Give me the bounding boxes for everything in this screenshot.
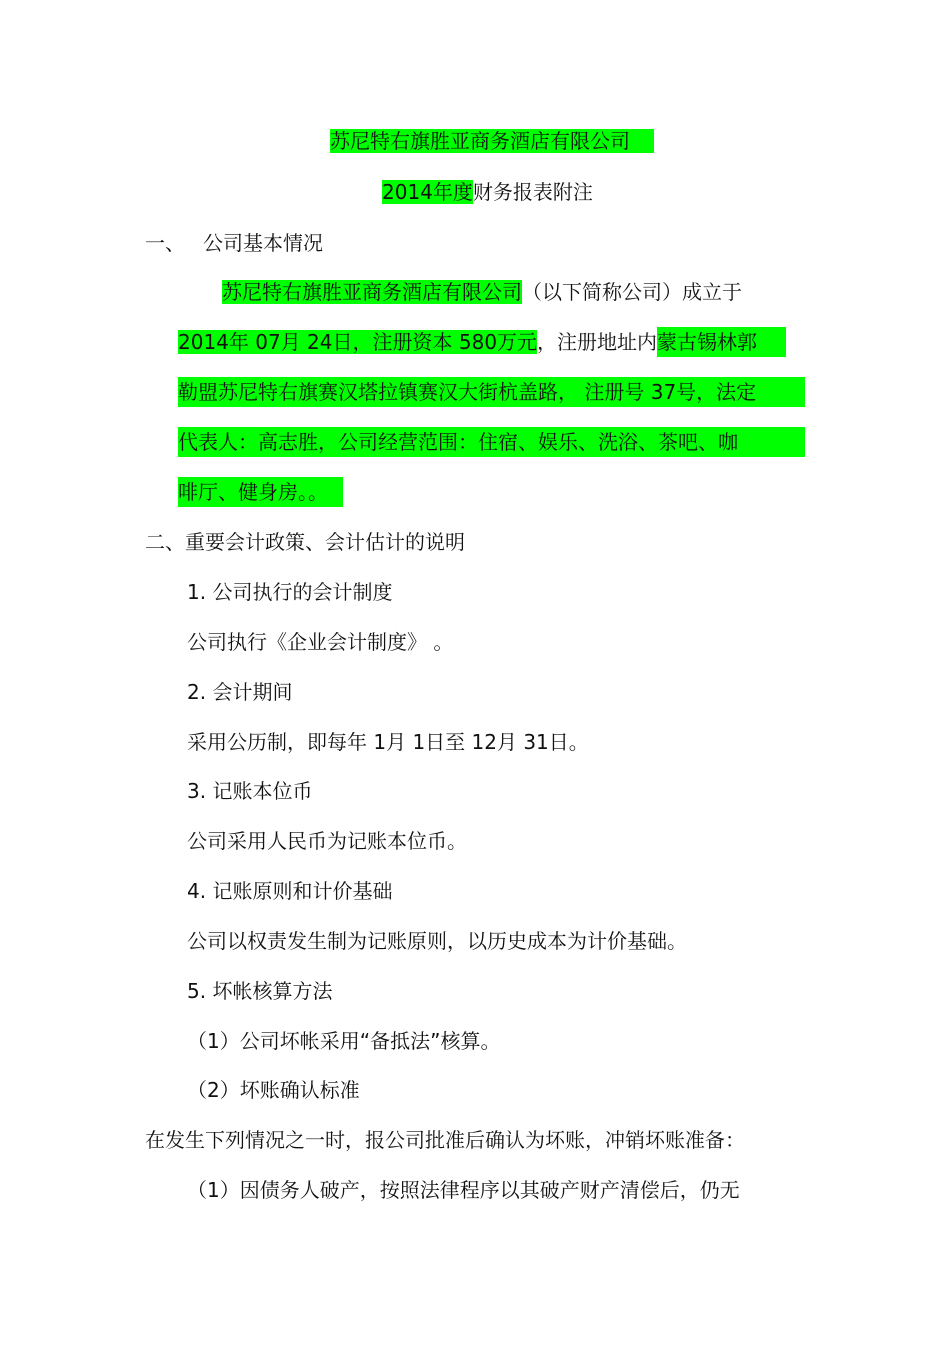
section1-paragraph-line3 [178,377,805,407]
subsection2-title [187,1075,360,1105]
section1-paragraph-line1 [222,277,742,307]
title-highlight: 苏尼特右旗胜亚商务酒店有限公司 [330,129,654,153]
item3-text [187,826,467,856]
section1-line1-rest: （以下简称公司）成立于 [522,280,742,304]
item3-body-text: 公司采用人民币为记账本位币。 [187,829,467,853]
item5-text [187,1026,500,1056]
section1-paragraph-line5 [178,477,343,507]
item5-body-text: （1）公司坏帐采用“备抵法”核算。 [187,1029,501,1053]
section1-line3-text: 勒盟苏尼特右旗赛汉塔拉镇赛汉大街杭盖路， 注册号 37号，法定 [178,380,757,404]
item1-text [187,627,453,657]
item4-title [187,876,392,906]
section1-heading-text: 公司基本情况 [203,231,323,255]
condition-body-text: 在发生下列情况之一时，报公司批准后确认为坏账，冲销坏账准备： [145,1128,745,1152]
item2-title [187,677,292,707]
item5-title [187,976,332,1006]
item2-title-text: 2. 会计期间 [187,680,293,704]
subtitle-year: 2014年度 [382,180,473,204]
document-subtitle [382,177,593,207]
item1-title-text: 1. 公司执行的会计制度 [187,580,393,604]
section1-line5-text: 啡厅、健身房。。 [178,480,328,504]
case1-text [187,1175,740,1205]
section2-heading [145,527,465,557]
registration-highlight: 2014年 07月 24日，注册资本 580万元 [178,330,538,354]
item3-title [187,776,312,806]
address-highlight: 蒙古锡林郭 [657,327,786,357]
item5-title-text: 5. 坏帐核算方法 [187,979,333,1003]
item4-text [187,926,687,956]
subtitle-rest: 财务报表附注 [472,180,593,204]
case1-body-text: （1）因债务人破产，按照法律程序以其破产财产清偿后，仍无 [187,1178,740,1202]
item1-body-text: 公司执行《企业会计制度》 。 [187,630,454,654]
item4-body-text: 公司以权责发生制为记账原则，以历史成本为计价基础。 [187,929,687,953]
section1-line2-mid: ，注册地址内 [537,330,658,354]
item2-body-text: 采用公历制，即每年 1月 1日至 12月 31日。 [187,730,589,754]
subsection2-title-text: （2）坏账确认标准 [187,1078,360,1102]
item3-title-text: 3. 记账本位币 [187,779,313,803]
section1-line4-text: 代表人：高志胜，公司经营范围：住宿、娱乐、洗浴、茶吧、咖 [178,430,738,454]
company-name-highlight: 苏尼特右旗胜亚商务酒店有限公司 [222,280,522,304]
document-title [330,126,654,156]
section1-paragraph-line4 [178,427,805,457]
section2-heading-text: 二、重要会计政策、会计估计的说明 [145,530,465,554]
item1-title [187,577,392,607]
section1-number: 一、 [145,231,185,255]
item2-text [187,727,589,757]
section1-heading [145,228,323,258]
section1-paragraph-line2 [178,327,786,357]
condition-text [145,1125,745,1155]
item4-title-text: 4. 记账原则和计价基础 [187,879,393,903]
